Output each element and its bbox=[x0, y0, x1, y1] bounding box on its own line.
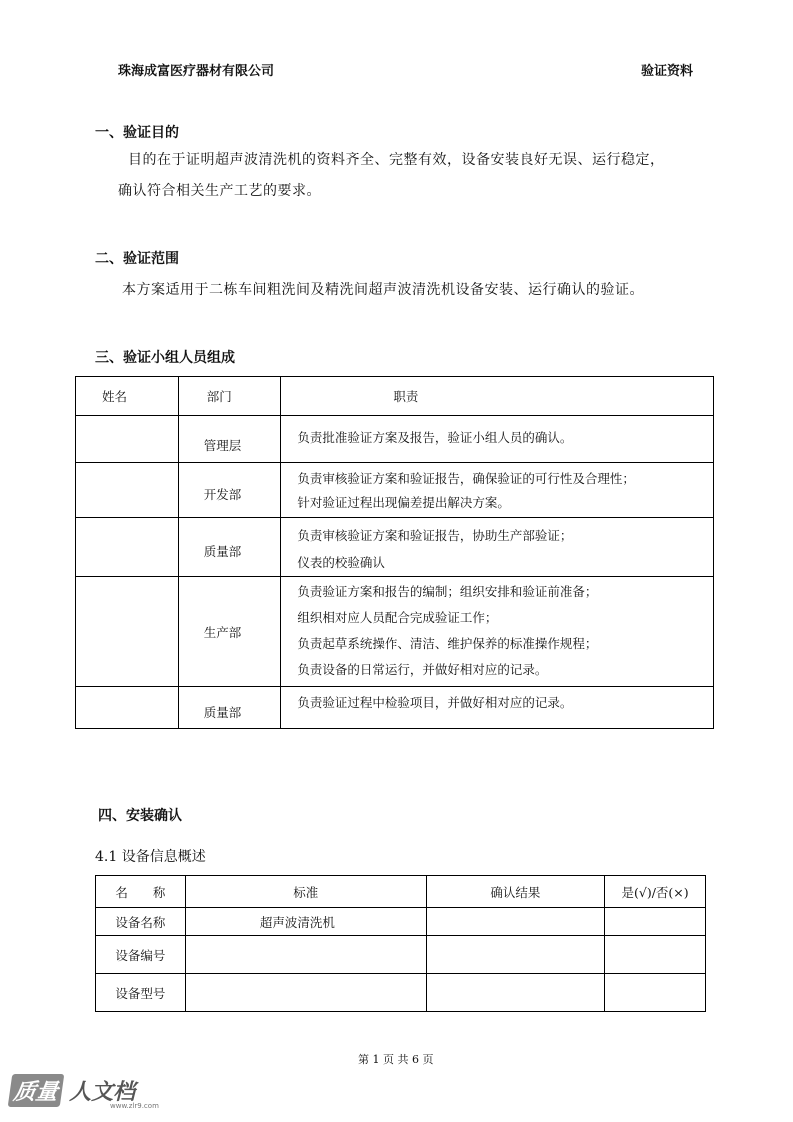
department-cell: 质量部 bbox=[178, 518, 281, 577]
team-table-header bbox=[76, 377, 714, 416]
table-row bbox=[76, 463, 714, 518]
watermark-logo-part1: 质量 bbox=[8, 1074, 65, 1107]
member-name-cell bbox=[76, 463, 179, 518]
equipment-yesno-cell bbox=[605, 974, 706, 1012]
table-row bbox=[96, 936, 706, 974]
equipment-result-cell bbox=[426, 908, 605, 936]
duty-line: 负责审核验证方案和验证报告，确保验证的可行性及合理性； bbox=[297, 471, 635, 486]
column-header-standard: 标准 bbox=[185, 876, 426, 908]
equipment-result-cell bbox=[426, 974, 605, 1012]
duty-line: 负责验证方案和报告的编制；组织安排和验证前准备； bbox=[297, 584, 598, 599]
duty-line: 组织相对应人员配合完成验证工作； bbox=[297, 610, 498, 625]
equipment-yesno-cell bbox=[605, 936, 706, 974]
duty-line: 负责设备的日常运行，并做好相对应的记录。 bbox=[297, 662, 548, 677]
member-name-cell bbox=[76, 416, 179, 463]
site-watermark bbox=[10, 1074, 159, 1110]
table-row bbox=[76, 687, 714, 729]
column-header-dept: 部门 bbox=[178, 377, 281, 416]
equipment-field-label: 设备编号 bbox=[96, 936, 186, 974]
duty-line: 负责批准验证方案及报告，验证小组人员的确认。 bbox=[297, 430, 573, 445]
section2-text: 本方案适用于二栋车间粗洗间及精洗间超声波清洗机设备安装、运行确认的验证。 bbox=[122, 282, 644, 298]
duty-cell bbox=[281, 463, 714, 518]
section4-subtitle: 4.1 设备信息概述 bbox=[95, 849, 206, 865]
section3-title: 三、验证小组人员组成 bbox=[95, 350, 235, 366]
equipment-standard-cell bbox=[185, 974, 426, 1012]
table-row bbox=[96, 908, 706, 936]
duty-cell bbox=[281, 416, 714, 463]
member-name-cell bbox=[76, 577, 179, 687]
duty-cell bbox=[281, 687, 714, 729]
equipment-standard-cell bbox=[185, 936, 426, 974]
equipment-result-cell bbox=[426, 936, 605, 974]
team-table bbox=[75, 376, 714, 729]
table-row bbox=[96, 974, 706, 1012]
department-cell: 管理层 bbox=[178, 416, 281, 463]
equipment-field-label: 设备型号 bbox=[96, 974, 186, 1012]
column-header-name: 姓名 bbox=[76, 377, 179, 416]
table-row bbox=[76, 416, 714, 463]
equipment-standard-cell: 超声波清洗机 bbox=[185, 908, 426, 936]
duty-cell bbox=[281, 577, 714, 687]
equipment-table-header bbox=[96, 876, 706, 908]
section1-line1: 目的在于证明超声波清洗机的资料齐全、完整有效，设备安装良好无误、运行稳定， bbox=[128, 152, 665, 168]
column-header-yesno: 是(√)/否(×) bbox=[605, 876, 706, 908]
duty-line: 负责审核验证方案和验证报告，协助生产部验证； bbox=[297, 528, 573, 543]
duty-cell bbox=[281, 518, 714, 577]
department-cell: 质量部 bbox=[178, 687, 281, 729]
duty-line: 负责验证过程中检验项目，并做好相对应的记录。 bbox=[297, 695, 573, 710]
company-name: 珠海成富医疗器材有限公司 bbox=[118, 64, 275, 79]
department-cell: 开发部 bbox=[178, 463, 281, 518]
table-row bbox=[76, 577, 714, 687]
equipment-table bbox=[95, 875, 706, 1012]
duty-line: 仪表的校验确认 bbox=[297, 555, 385, 570]
watermark-url: www.zlr9.com bbox=[110, 1102, 159, 1110]
watermark-logo-part2: 人文档 bbox=[69, 1080, 136, 1105]
column-header-name: 名 称 bbox=[96, 876, 186, 908]
equipment-yesno-cell bbox=[605, 908, 706, 936]
table-row bbox=[76, 518, 714, 577]
page-number: 第 1 页 共 6 页 bbox=[358, 1053, 434, 1066]
member-name-cell bbox=[76, 518, 179, 577]
member-name-cell bbox=[76, 687, 179, 729]
document-type: 验证资料 bbox=[641, 64, 694, 79]
column-header-duty: 职责 bbox=[281, 377, 714, 416]
duty-line: 针对验证过程出现偏差提出解决方案。 bbox=[297, 495, 510, 510]
column-header-result: 确认结果 bbox=[426, 876, 605, 908]
section1-line2: 确认符合相关生产工艺的要求。 bbox=[118, 183, 321, 199]
section2-title: 二、验证范围 bbox=[95, 251, 179, 267]
department-cell: 生产部 bbox=[178, 577, 281, 687]
duty-line: 负责起草系统操作、清洁、维护保养的标准操作规程； bbox=[297, 636, 598, 651]
equipment-field-label: 设备名称 bbox=[96, 908, 186, 936]
section4-title: 四、安装确认 bbox=[98, 808, 182, 824]
section1-title: 一、验证目的 bbox=[95, 125, 179, 141]
